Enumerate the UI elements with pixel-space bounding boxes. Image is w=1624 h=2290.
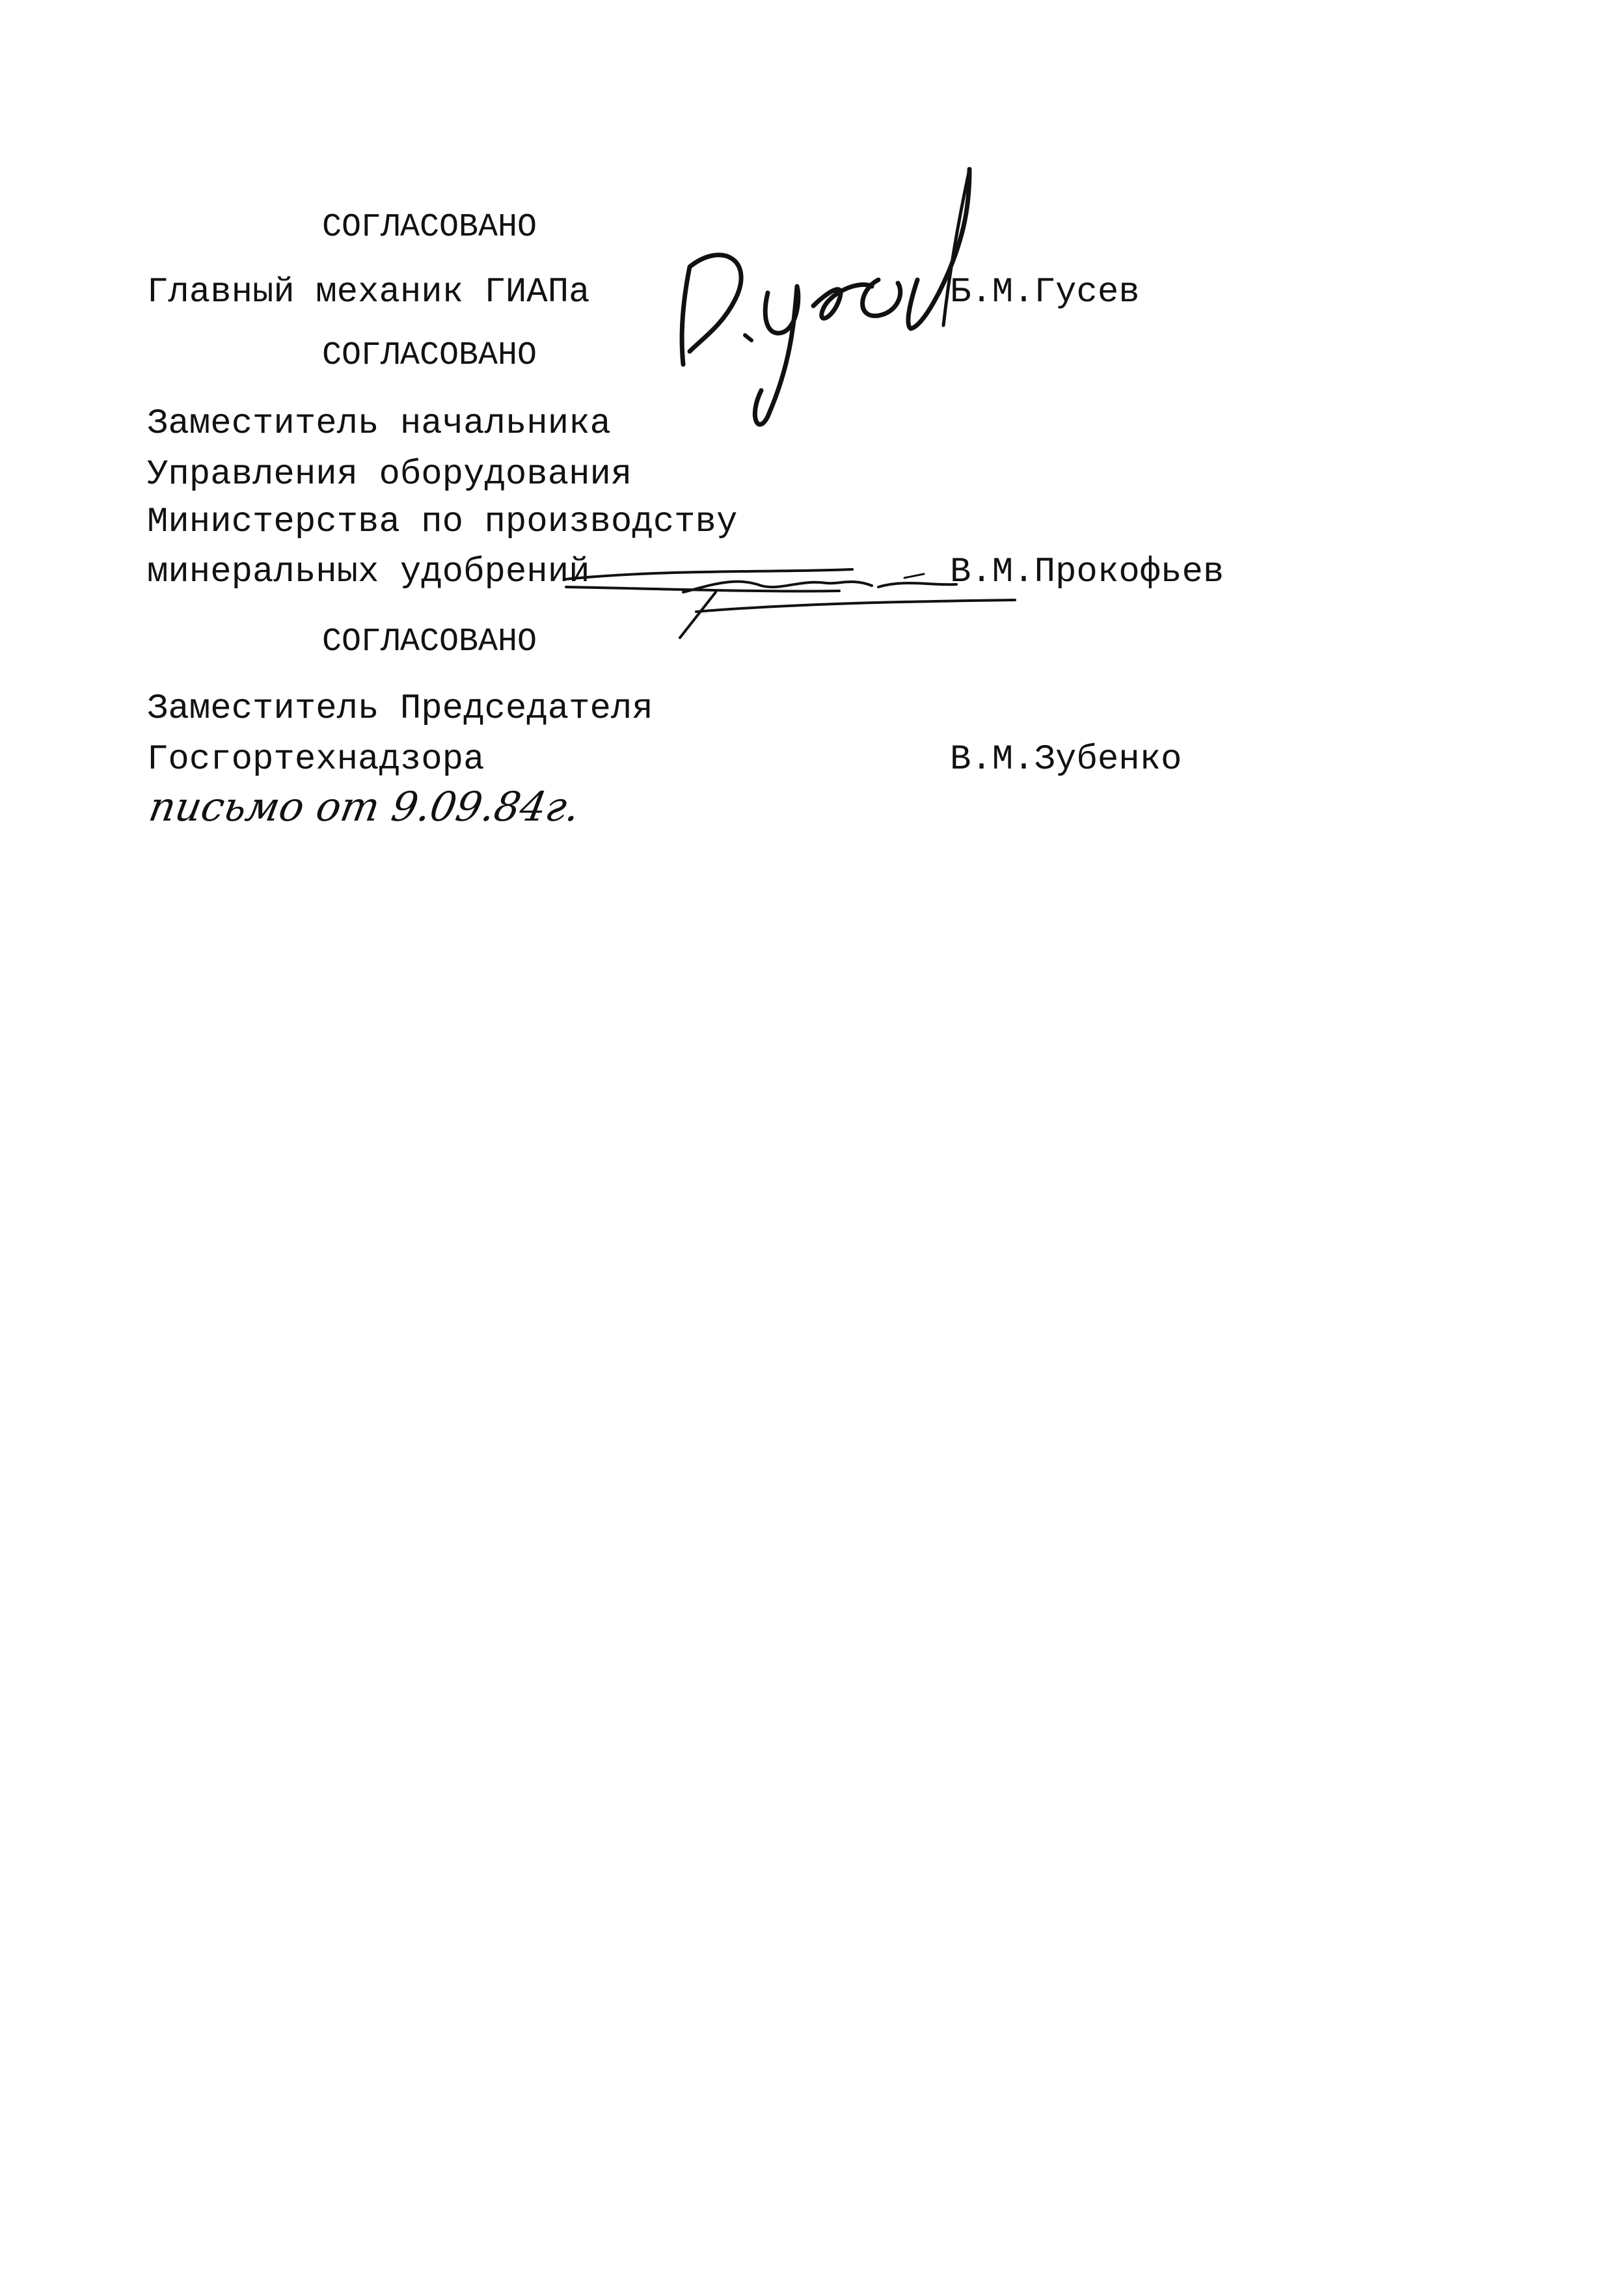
position-line-2-2: Управления оборудования [147,455,632,495]
signatory-name-2: В.М.Прокофьев [950,552,1225,592]
approval-heading-2: СОГЛАСОВАНО [322,337,537,374]
position-line-1-1: Главный механик ГИАПа [147,273,590,312]
approval-heading-1: СОГЛАСОВАНО [322,209,537,246]
handwritten-letter-note: письмо от 9.09.84г. [145,783,584,830]
signatory-name-1: Б.М.Гусев [950,273,1140,312]
signatory-name-3: В.М.Зубенко [950,740,1182,780]
signature-1 [664,169,1002,443]
position-line-2-3: Министерства по производству [147,502,738,542]
position-line-2-1: Заместитель начальника [147,404,611,444]
position-line-3-2: Госгортехнадзора [147,740,485,780]
approval-heading-3: СОГЛАСОВАНО [322,623,537,661]
position-line-2-4: минеральных удобрений [147,552,590,592]
signature-2 [566,540,1022,644]
position-line-3-1: Заместитель Председателя [147,689,653,729]
